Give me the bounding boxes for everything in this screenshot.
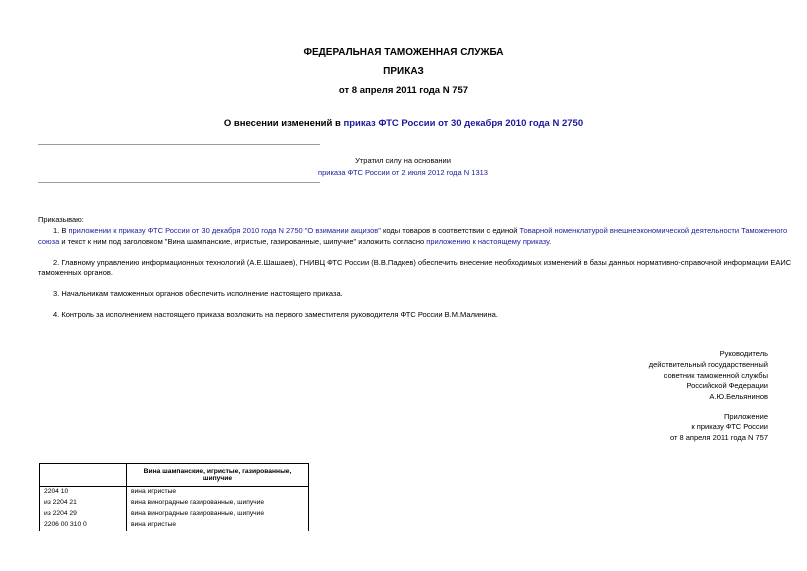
tnved-link-continued[interactable]: союза (38, 237, 60, 246)
table-row (40, 509, 309, 520)
note-top-rule (38, 144, 320, 145)
table-row (40, 520, 309, 531)
p1-number: 1. В (53, 226, 69, 235)
table-header-code (40, 464, 127, 487)
intro-text: Приказываю: (38, 215, 84, 224)
table-cell-desc: вина игристые (127, 487, 309, 499)
signature-line-2: действительный государственный (648, 360, 768, 369)
signature-line-5: А.Ю.Бельянинов (709, 392, 768, 401)
table-row (40, 487, 309, 499)
appendix-line-2: к приказу ФТС России (691, 422, 768, 431)
tnved-link[interactable]: Товарной номенклатурой внешнеэкономической деятельности Таможенного (519, 226, 788, 235)
table-cell-desc: вина виноградные газированные, шипучие (127, 498, 309, 509)
table-cell-desc: вина игристые (127, 520, 309, 531)
p1-text-b: и текст к ним под заголовком "Вина шампанские, игристые, газированные, шипучие" изложить согласно (59, 237, 427, 246)
p1-text-a: коды товаров в соответствии с единой (380, 226, 520, 235)
repeal-order-link[interactable]: приказа ФТС России от 2 июля 2012 года N 1313 (318, 168, 488, 177)
signature-line-4: Российской Федерации (686, 381, 768, 390)
paragraph-3: 3. Начальникам таможенных органов обеспечить исполнение настоящего приказа. (53, 289, 343, 298)
amended-order-link[interactable]: приказ ФТС России от 30 декабря 2010 года N 2750 (343, 118, 584, 129)
paragraph-2-line-2: таможенных органов. (38, 268, 113, 277)
appendix-line-1: Приложение (724, 412, 768, 421)
table-cell-desc: вина виноградные газированные, шипучие (127, 509, 309, 520)
table-header-desc: Вина шампанские, игристые, газированные, шипучие (127, 464, 309, 487)
appendix-line-3: от 8 апреля 2011 года N 757 (669, 433, 768, 442)
table-header-row (40, 464, 309, 487)
table-cell-code: из 2204 29 (40, 509, 127, 520)
paragraph-4: 4. Контроль за исполнением настоящего приказа возложить на первого заместителя руководителя ФТС России В.М.Малинина. (53, 310, 498, 319)
doc-date-number: от 8 апреля 2011 года N 757 (338, 85, 469, 96)
p1-end: . (549, 237, 552, 246)
table-cell-code: 2206 00 310 0 (40, 520, 127, 531)
repeal-note-link-line (250, 167, 556, 179)
note-bottom-rule (38, 182, 320, 183)
signature-line-1: Руководитель (719, 349, 768, 358)
doc-title-prefix: О внесении изменений в (223, 118, 344, 129)
paragraph-1-line-2 (38, 236, 807, 247)
doc-type-heading: ПРИКАЗ (383, 66, 424, 77)
codes-table (39, 463, 309, 531)
order-appendix-link[interactable]: приложении к приказу ФТС России от 30 декабря 2010 года N 2750 "О взимании акцизов" (68, 226, 381, 235)
table-row (40, 498, 309, 509)
table-cell-code: из 2204 21 (40, 498, 127, 509)
agency-heading: ФЕДЕРАЛЬНАЯ ТАМОЖЕННАЯ СЛУЖБА (303, 47, 504, 58)
paragraph-2-line-1: 2. Главному управлению информационных технологий (А.Е.Шашаев), ГНИВЦ ФТС России (В.В.Падкев) обеспечить внесение необходимых изменений в базы данных нормативно-справочной информации ЕАИС (53, 258, 792, 267)
repeal-note-text: Утратил силу на основании (355, 156, 451, 165)
table-cell-code: 2204 10 (40, 487, 127, 499)
appendix-link[interactable]: приложению к настоящему приказу (426, 237, 550, 246)
doc-title (0, 118, 807, 129)
paragraph-1-line-1 (38, 225, 807, 236)
signature-line-3: советник таможенной службы (663, 371, 768, 380)
